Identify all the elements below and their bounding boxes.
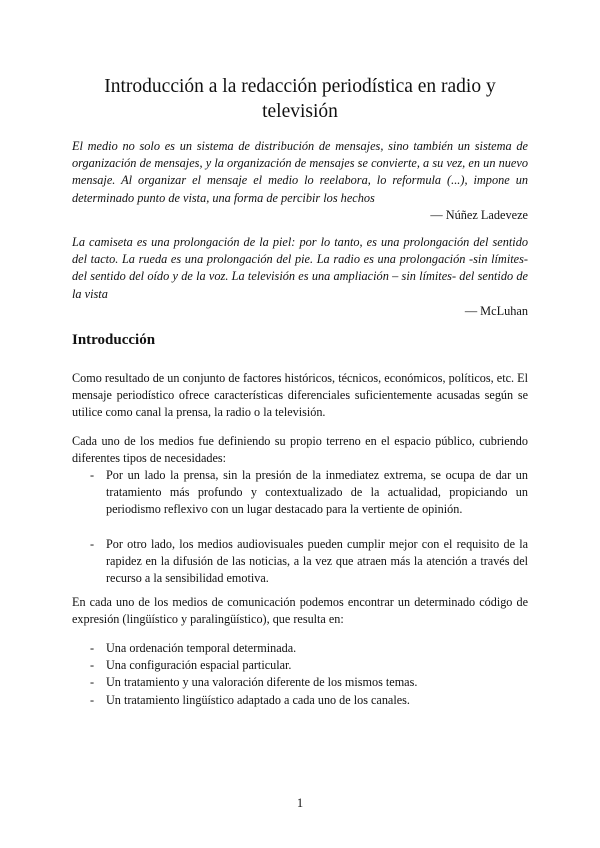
- bullet-dash: -: [90, 468, 95, 482]
- section-heading: Introducción: [72, 332, 156, 348]
- quote-author: — McLuhan: [464, 303, 528, 318]
- epigraph-quote-2: [72, 234, 528, 320]
- bullet-dash: -: [90, 658, 95, 673]
- bullet-dash: -: [90, 675, 95, 690]
- list-item-text: Un tratamiento lingüístico adaptado a cada uno de los canales.: [106, 692, 410, 707]
- needs-list: [72, 467, 528, 587]
- quote-author: — Núñez Ladeveze: [430, 207, 528, 222]
- list-item: [72, 692, 528, 709]
- list-item: [72, 467, 528, 519]
- list-item: [72, 657, 528, 674]
- list-item: [72, 640, 528, 657]
- bullet-dash: -: [90, 641, 95, 655]
- list-item-text: Por un lado la prensa, sin la presión de la inmediatez extrema, se ocupa de dar un tratamiento más profundo y contextualizado de la actualidad, propiciando un periodismo reflexivo con un lugar destacado para la vertiente de opinión.: [106, 468, 528, 517]
- list-item-text: Una ordenación temporal determinada.: [106, 641, 297, 655]
- bullet-dash: -: [90, 692, 95, 707]
- page-number: 1: [296, 796, 304, 810]
- paragraph: Cada uno de los medios fue definiendo su propio terreno en el espacio público, cubriendo diferentes tipos de necesidades:: [72, 434, 528, 466]
- epigraph-quote-1: [72, 138, 528, 224]
- list-item-text: Un tratamiento y una valoración diferente de los mismos temas.: [106, 675, 418, 690]
- list-item-text: Por otro lado, los medios audiovisuales pueden cumplir mejor con el requisito de la rapidez en la difusión de las noticias, a la vez que atraen más la atención a través del recurso a la sensibilidad emotiva.: [106, 536, 528, 586]
- code-list: [72, 640, 528, 709]
- document-title: Introducción a la redacción periodística en radio y televisión: [104, 76, 496, 122]
- list-item-text: Una configuración espacial particular.: [106, 658, 292, 673]
- list-item: [72, 536, 528, 588]
- bullet-dash: -: [90, 536, 95, 551]
- paragraph: Como resultado de un conjunto de factores históricos, técnicos, económicos, políticos, etc. El mensaje periodístico ofrece características diferenciales suficientemente acusadas según se utilice como canal la prensa, la radio o la televisión.: [72, 371, 528, 420]
- list-item: [72, 674, 528, 691]
- quote-text: La camiseta es una prolongación de la piel: por lo tanto, es una prolongación del sentido del tacto. La rueda es una prolongación del pie. La radio es una prolongación -sin límites- del sentido del oído y de la voz. La televisión es una ampliación – sin límites- del sentido de la vista: [72, 235, 528, 301]
- quote-text: El medio no solo es un sistema de distribución de mensajes, sino también un sistema de organización de mensajes, y la organización de mensajes se convierte, a su vez, en un nuevo mensaje. Al organizar el mensaje el medio lo reelabora, lo reformula (...), impone un determinado punto de vista, una forma de percibir los hechos: [72, 139, 528, 205]
- paragraph: En cada uno de los medios de comunicación podemos encontrar un determinado código de expresión (lingüístico y paralingüístico), que resulta en:: [72, 595, 528, 627]
